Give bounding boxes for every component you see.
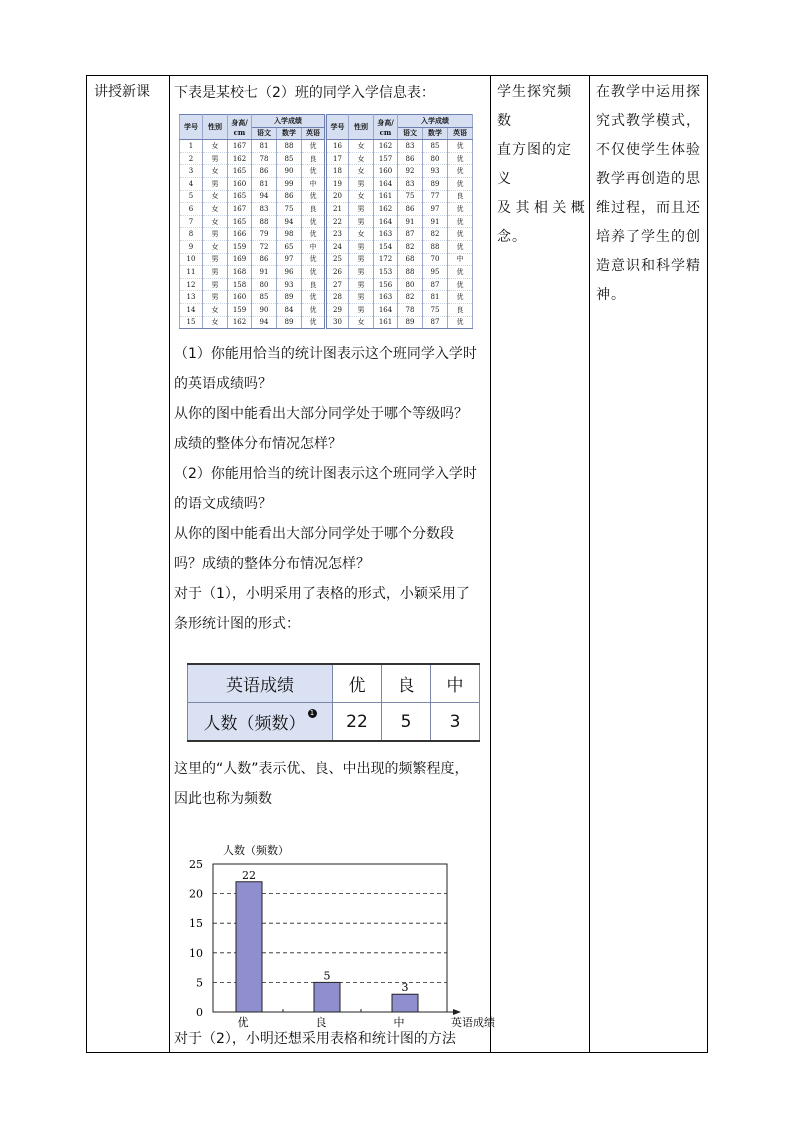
table-cell: 98 [277,228,302,241]
table-cell: 159 [228,240,252,253]
table-cell: 16 [326,140,349,153]
table-cell: 优 [448,240,473,253]
table-cell: 男 [349,303,374,316]
table-row [180,190,473,203]
table-cell: 男 [203,291,228,304]
table-cell: 优 [448,291,473,304]
table-cell: 3 [180,165,203,178]
table-cell: 68 [398,253,423,266]
paragraph: （2）你能用恰当的统计图表示这个班同学入学时 [174,466,477,482]
explanation [174,754,484,814]
table-cell: 78 [252,152,277,165]
table-cell: 28 [326,291,349,304]
table-cell: 82 [423,228,448,241]
table-cell: 86 [252,165,277,178]
intent-line: 神。 [596,287,626,303]
table-cell: 5 [180,190,203,203]
y-tick-label: 0 [196,1006,203,1019]
intent-line: 究式教学模式， [596,113,701,129]
header-gender: 性别 [203,115,228,140]
table-cell: 19 [326,177,349,190]
table-cell: 99 [277,177,302,190]
table-cell: 优 [302,140,326,153]
table-cell: 男 [203,177,228,190]
table-cell: 男 [349,266,374,279]
intro-text: 下表是某校七（2）班的同学入学信息表： [174,85,435,101]
table-cell: 优 [448,140,473,153]
table-cell: 良 [302,278,326,291]
table-cell: 29 [326,303,349,316]
table-cell: 女 [203,316,228,329]
table-cell: 2 [180,152,203,165]
count-cell: 3 [431,703,480,742]
table-cell: 85 [423,140,448,153]
intent-line: 培养了学生的创 [596,229,701,245]
lesson-table [86,75,708,1053]
table-cell: 164 [374,215,398,228]
explain-line: 这里的“人数”表示优、良、中出现的频繁程度， [174,761,469,777]
table-cell: 89 [423,177,448,190]
table-cell: 165 [228,165,252,178]
table-cell: 97 [423,203,448,216]
table-cell: 良 [302,203,326,216]
table-cell: 77 [423,190,448,203]
table-cell: 男 [203,228,228,241]
table-cell: 162 [374,140,398,153]
table-cell: 80 [423,152,448,165]
table-cell: 160 [228,177,252,190]
table-cell: 160 [374,165,398,178]
bar-value-label: 22 [242,868,256,882]
table-cell: 86 [252,253,277,266]
table-cell: 89 [277,291,302,304]
table-row [180,316,473,329]
table-row [180,278,473,291]
table-cell: 82 [398,291,423,304]
table-cell: 14 [180,303,203,316]
table-cell: 女 [349,316,374,329]
table-cell: 162 [228,316,252,329]
table-cell: 中 [448,253,473,266]
table-cell: 84 [277,303,302,316]
bar [392,994,418,1012]
table-cell: 6 [180,203,203,216]
table-cell: 20 [326,190,349,203]
table-cell: 70 [423,253,448,266]
table-cell: 1 [180,140,203,153]
table-cell: 86 [398,203,423,216]
grade-cell: 良 [382,664,431,703]
activity-line: 学生探究频数 [497,84,572,129]
table-cell: 10 [180,253,203,266]
design-intent [596,78,704,310]
header-score-group: 入学成绩 [252,115,326,128]
table-row [180,228,473,241]
table-cell: 女 [349,140,374,153]
freq-head-grade: 英语成绩 [188,664,333,703]
header-english: 英语 [448,127,473,140]
x-axis-label: 英语成绩 [451,1016,495,1029]
header-gender: 性别 [349,115,374,140]
table-cell: 95 [423,266,448,279]
table-cell: 18 [326,165,349,178]
grade-cell: 优 [333,664,382,703]
activity-line: 念。 [497,229,527,245]
table-cell: 中 [302,177,326,190]
table-cell: 女 [349,165,374,178]
table-cell: 72 [252,240,277,253]
table-row [180,240,473,253]
table-cell: 83 [398,140,423,153]
table-cell: 女 [203,303,228,316]
table-cell: 女 [203,203,228,216]
table-cell: 男 [349,177,374,190]
table-cell: 优 [302,303,326,316]
table-cell: 83 [252,203,277,216]
grade-cell: 中 [431,664,480,703]
table-cell: 83 [398,177,423,190]
table-cell: 女 [203,165,228,178]
table-cell: 优 [302,165,326,178]
footnote-marker: 1 [308,709,317,718]
table-cell: 24 [326,240,349,253]
table-row [180,215,473,228]
bar [236,882,262,1012]
main-content [174,78,484,108]
table-cell: 7 [180,215,203,228]
table-cell: 91 [423,215,448,228]
student-info-table [179,114,473,329]
table-cell: 86 [277,190,302,203]
table-cell: 男 [203,278,228,291]
table-cell: 优 [448,266,473,279]
bar [314,982,340,1012]
column-divider [589,76,590,1052]
table-cell: 优 [302,253,326,266]
table-row [180,253,473,266]
question-paragraphs [174,339,484,639]
table-cell: 良 [302,152,326,165]
intent-line: 在教学中运用探 [596,84,701,100]
table-cell: 良 [448,190,473,203]
table-cell: 90 [252,303,277,316]
table-cell: 164 [374,303,398,316]
table-cell: 优 [448,228,473,241]
table-cell: 90 [277,165,302,178]
table-cell: 94 [252,190,277,203]
table-cell: 男 [349,240,374,253]
header-score-group: 入学成绩 [398,115,473,128]
header-math: 数学 [423,127,448,140]
table-cell: 优 [302,215,326,228]
header-id: 学号 [326,115,349,140]
paragraph: 的英语成绩吗？ [174,376,272,392]
table-cell: 13 [180,291,203,304]
bar-value-label: 3 [401,981,409,995]
table-cell: 女 [203,190,228,203]
table-cell: 男 [349,253,374,266]
activity-line: 直方图的定义 [497,142,572,187]
table-cell: 87 [423,316,448,329]
table-cell: 22 [326,215,349,228]
table-cell: 优 [448,203,473,216]
table-cell: 96 [277,266,302,279]
table-cell: 97 [277,253,302,266]
table-cell: 86 [398,152,423,165]
table-cell: 男 [203,152,228,165]
header-height: 身高/ cm [228,115,252,140]
table-cell: 159 [228,303,252,316]
table-cell: 172 [374,253,398,266]
table-cell: 65 [277,240,302,253]
y-tick-label: 15 [189,917,203,931]
freq-head-count: 人数（频数）1 [188,703,333,742]
table-cell: 26 [326,266,349,279]
table-cell: 80 [398,278,423,291]
table-cell: 92 [398,165,423,178]
paragraph: 的语文成绩吗？ [174,496,272,512]
x-tick-label: 优 [237,1016,249,1029]
table-cell: 女 [349,228,374,241]
table-cell: 85 [252,291,277,304]
table-cell: 162 [228,152,252,165]
table-cell: 男 [349,215,374,228]
table-cell: 94 [252,316,277,329]
table-cell: 优 [448,215,473,228]
table-cell: 161 [374,316,398,329]
table-cell: 75 [423,303,448,316]
table-cell: 81 [252,140,277,153]
y-axis-label: 人数（频数） [223,844,289,857]
table-cell: 男 [349,203,374,216]
header-chinese: 语文 [252,127,277,140]
table-cell: 11 [180,266,203,279]
table-cell: 89 [398,316,423,329]
table-cell: 30 [326,316,349,329]
table-cell: 160 [228,291,252,304]
closing-line: 对于（2），小明还想采用表格和统计图的方法 [174,1031,456,1047]
table-cell: 167 [228,203,252,216]
y-tick-label: 10 [189,946,203,960]
table-cell: 88 [277,140,302,153]
table-cell: 女 [203,240,228,253]
intent-line: 维过程，而且还 [596,200,701,216]
y-tick-label: 20 [189,887,203,901]
paragraph: 吗？成绩的整体分布情况怎样？ [174,556,370,572]
table-cell: 88 [423,240,448,253]
table-cell: 163 [374,228,398,241]
table-cell: 8 [180,228,203,241]
table-cell: 4 [180,177,203,190]
count-cell: 22 [333,703,382,742]
count-cell: 5 [382,703,431,742]
table-cell: 167 [228,140,252,153]
table-cell: 75 [277,203,302,216]
table-cell: 男 [203,253,228,266]
table-cell: 82 [398,240,423,253]
x-tick-label: 中 [393,1016,405,1029]
table-cell: 优 [302,266,326,279]
y-tick-label: 25 [189,858,203,871]
table-cell: 优 [448,278,473,291]
table-row [180,203,473,216]
table-row [180,140,473,153]
table-cell: 21 [326,203,349,216]
table-cell: 87 [398,228,423,241]
table-cell: 优 [448,316,473,329]
table-row [180,303,473,316]
table-cell: 9 [180,240,203,253]
intent-line: 教学再创造的思 [596,171,701,187]
activity-line: 及 其 相 关 概 [497,200,585,216]
x-axis-arrow [453,1009,461,1015]
table-cell: 166 [228,228,252,241]
table-cell: 158 [228,278,252,291]
table-cell: 优 [302,190,326,203]
table-row [180,266,473,279]
paragraph: 条形统计图的形式： [174,616,300,632]
x-tick-label: 良 [315,1016,327,1029]
table-cell: 中 [302,240,326,253]
column-divider [169,76,170,1052]
stage-label: 讲授新课 [94,84,150,100]
table-cell: 153 [374,266,398,279]
table-cell: 78 [398,303,423,316]
table-cell: 94 [277,215,302,228]
paragraph: 成绩的整体分布情况怎样？ [174,436,342,452]
table-cell: 女 [349,152,374,165]
table-cell: 男 [349,291,374,304]
paragraph: 从你的图中能看出大部分同学处于哪个等级吗？ [174,406,468,422]
table-cell: 17 [326,152,349,165]
table-cell: 88 [398,266,423,279]
table-cell: 91 [252,266,277,279]
intent-line: 不仅使学生体验 [596,142,701,158]
table-cell: 女 [349,190,374,203]
table-cell: 93 [277,278,302,291]
intent-line: 造意识和科学精 [596,258,701,274]
table-cell: 87 [423,278,448,291]
table-cell: 女 [203,215,228,228]
table-cell: 89 [277,316,302,329]
table-cell: 79 [252,228,277,241]
header-chinese: 语文 [398,127,423,140]
table-cell: 12 [180,278,203,291]
table-cell: 优 [302,228,326,241]
table-cell: 优 [448,177,473,190]
table-row [180,152,473,165]
y-tick-label: 5 [196,976,203,990]
table-cell: 男 [349,278,374,291]
student-activity [497,78,585,252]
table-cell: 161 [374,190,398,203]
table-cell: 154 [374,240,398,253]
table-cell: 165 [228,215,252,228]
table-cell: 优 [302,291,326,304]
table-cell: 优 [448,152,473,165]
table-cell: 80 [252,278,277,291]
explain-line: 因此也称为频数 [174,791,272,807]
table-cell: 75 [398,190,423,203]
frequency-table [187,663,480,742]
paragraph: （1）你能用恰当的统计图表示这个班同学入学时 [174,346,477,362]
table-cell: 优 [448,165,473,178]
table-cell: 优 [302,316,326,329]
table-cell: 163 [374,291,398,304]
table-cell: 27 [326,278,349,291]
table-cell: 157 [374,152,398,165]
table-cell: 162 [374,203,398,216]
table-cell: 15 [180,316,203,329]
header-height: 身高/ cm [374,115,398,140]
table-cell: 85 [277,152,302,165]
bar-value-label: 5 [323,969,331,983]
bar-chart [179,824,495,1029]
table-cell: 156 [374,278,398,291]
table-cell: 91 [398,215,423,228]
table-cell: 168 [228,266,252,279]
table-cell: 女 [203,140,228,153]
table-cell: 男 [203,266,228,279]
table-cell: 165 [228,190,252,203]
table-cell: 93 [423,165,448,178]
paragraph: 对于（1），小明采用了表格的形式，小颖采用了 [174,586,470,602]
table-cell: 81 [252,177,277,190]
paragraph: 从你的图中能看出大部分同学处于哪个分数段 [174,526,454,542]
table-cell: 良 [448,303,473,316]
table-row [180,165,473,178]
header-english: 英语 [302,127,326,140]
table-cell: 25 [326,253,349,266]
table-cell: 23 [326,228,349,241]
table-row [180,291,473,304]
closing-text [174,1024,484,1054]
table-cell: 81 [423,291,448,304]
table-cell: 164 [374,177,398,190]
header-id: 学号 [180,115,203,140]
table-cell: 88 [252,215,277,228]
table-cell: 169 [228,253,252,266]
column-divider [490,76,491,1052]
table-row [180,177,473,190]
header-math: 数学 [277,127,302,140]
